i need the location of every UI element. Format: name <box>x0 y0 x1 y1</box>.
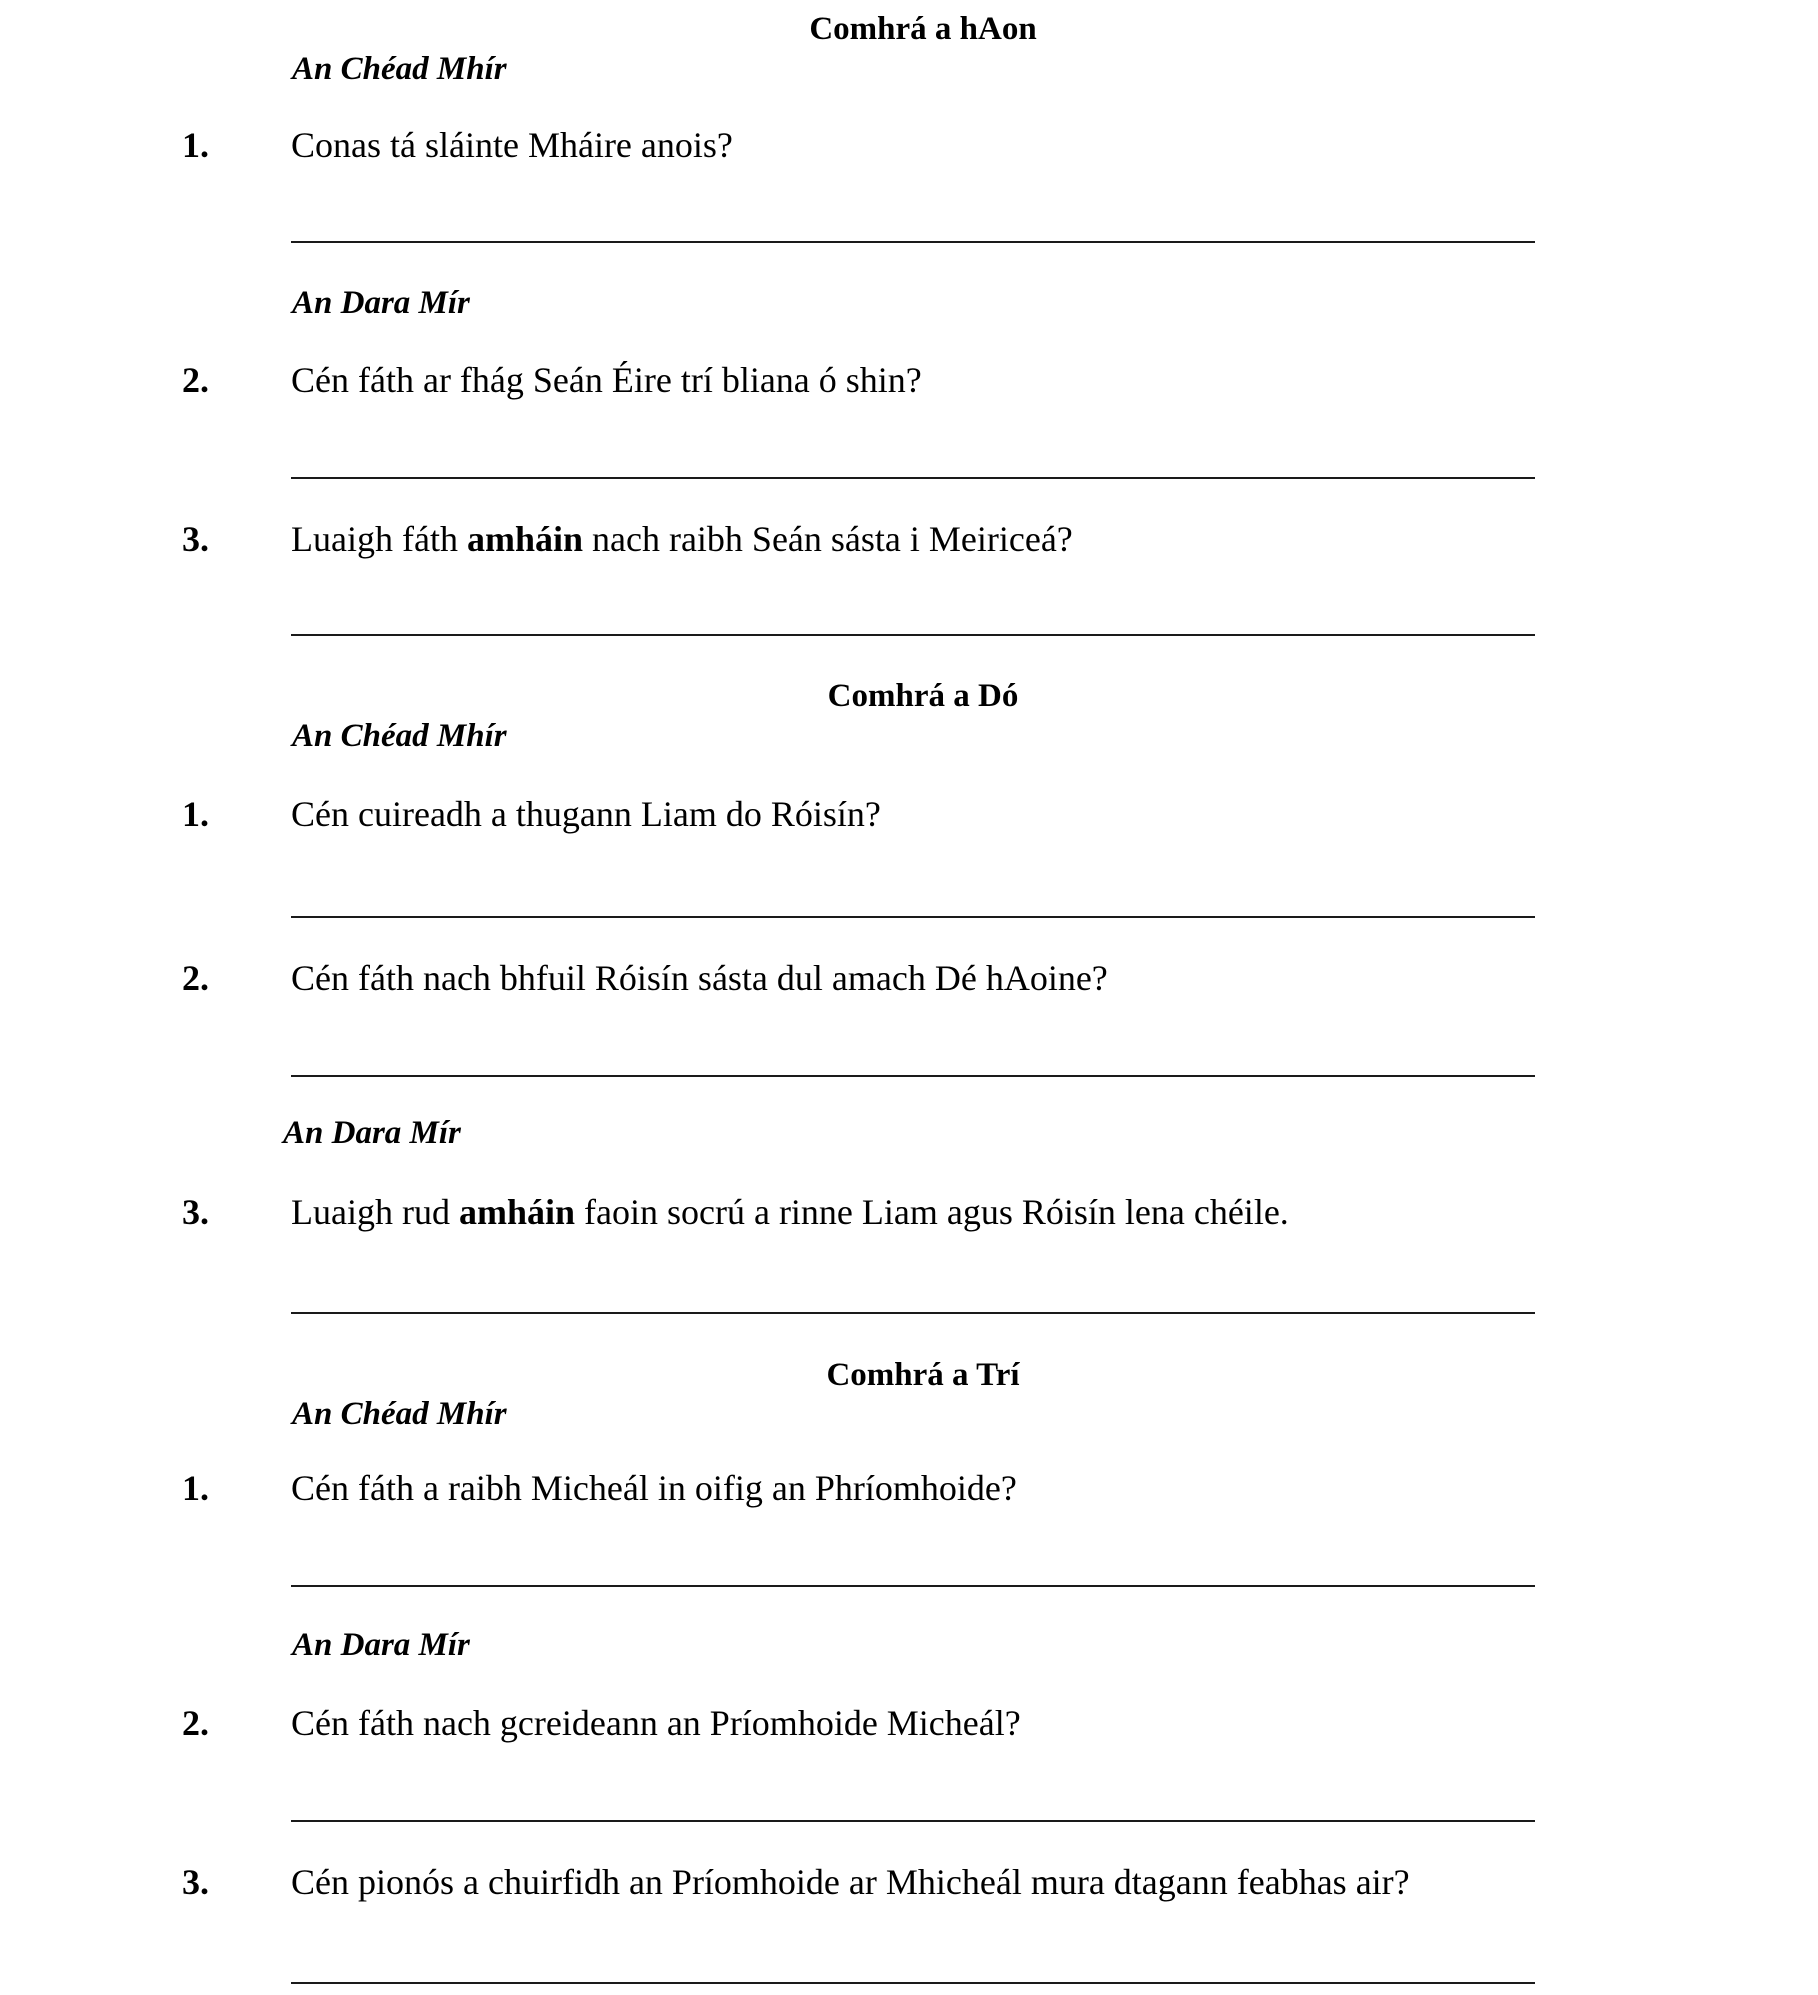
question-text: Cén fáth nach bhfuil Róisín sásta dul amach Dé hAoine? <box>291 958 1108 998</box>
question-number: 2. <box>182 1703 209 1743</box>
question-text-start: Luaigh rud <box>291 1192 459 1232</box>
answer-line[interactable] <box>291 634 1535 636</box>
part-heading: An Chéad Mhír <box>292 718 507 754</box>
part-heading: An Dara Mír <box>292 1627 470 1663</box>
question-number: 1. <box>182 794 209 834</box>
question-text <box>291 1193 1289 1233</box>
answer-line[interactable] <box>291 1075 1535 1077</box>
question-text-end: nach raibh Seán sásta i Meiriceá? <box>583 519 1073 559</box>
question-number: 1. <box>182 125 209 165</box>
question-text <box>291 520 1073 560</box>
question-text-end: faoin socrú a rinne Liam agus Róisín lena chéile. <box>575 1192 1289 1232</box>
section-title: Comhrá a Trí <box>826 1357 1020 1393</box>
question-text: Cén fáth nach gcreideann an Príomhoide Micheál? <box>291 1703 1021 1743</box>
answer-line[interactable] <box>291 916 1535 918</box>
answer-line[interactable] <box>291 1312 1535 1314</box>
part-heading: An Chéad Mhír <box>292 51 507 87</box>
part-heading: An Chéad Mhír <box>292 1396 507 1432</box>
question-text-start: Luaigh fáth <box>291 519 467 559</box>
question-number: 3. <box>182 519 209 559</box>
question-number: 3. <box>182 1192 209 1232</box>
emphasis-word: amháin <box>458 1192 576 1232</box>
part-heading: An Dara Mír <box>292 285 470 321</box>
question-number: 2. <box>182 360 209 400</box>
question-text: Conas tá sláinte Mháire anois? <box>291 125 733 165</box>
section-title: Comhrá a Dó <box>827 678 1019 714</box>
answer-line[interactable] <box>291 477 1535 479</box>
question-number: 1. <box>182 1468 209 1508</box>
question-number: 2. <box>182 958 209 998</box>
question-text: Cén fáth a raibh Micheál in oifig an Phríomhoide? <box>291 1468 1017 1508</box>
question-text: Cén fáth ar fhág Seán Éire trí bliana ó shin? <box>291 360 922 400</box>
answer-line[interactable] <box>291 1982 1535 1984</box>
question-number: 3. <box>182 1862 209 1902</box>
emphasis-word: amháin <box>466 519 583 559</box>
part-heading: An Dara Mír <box>283 1115 461 1151</box>
section-title: Comhrá a hAon <box>809 11 1037 47</box>
question-text: Cén pionós a chuirfidh an Príomhoide ar Mhicheál mura dtagann feabhas air? <box>291 1862 1410 1902</box>
answer-line[interactable] <box>291 241 1535 243</box>
question-text: Cén cuireadh a thugann Liam do Róisín? <box>291 794 881 834</box>
answer-line[interactable] <box>291 1820 1535 1822</box>
answer-line[interactable] <box>291 1585 1535 1587</box>
